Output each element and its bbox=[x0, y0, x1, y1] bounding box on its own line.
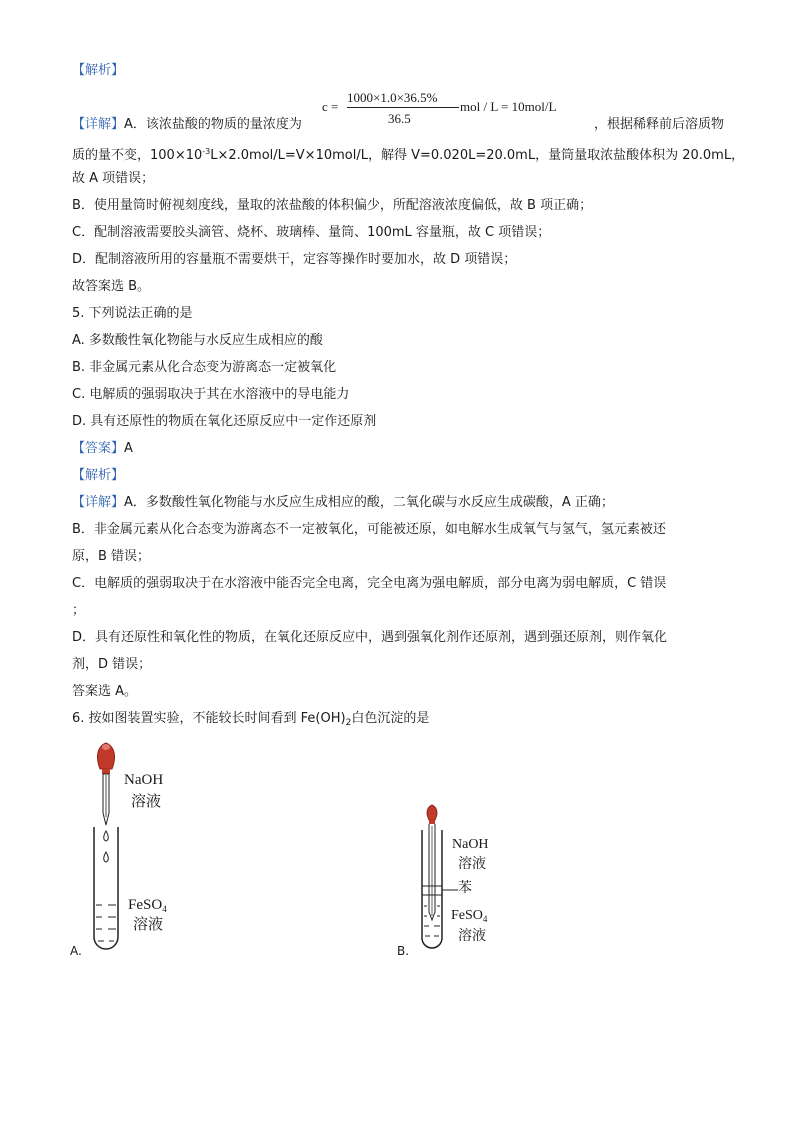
q4-detail-part2: ，根据稀释前后溶质物 bbox=[594, 117, 725, 132]
q4-line2-pre: 质的量不变，100×10 bbox=[72, 148, 203, 163]
q5-conclusion: 答案选 A。 bbox=[72, 684, 138, 699]
detail-label: 【详解】 bbox=[72, 117, 125, 132]
figure-a-apparatus bbox=[80, 735, 140, 960]
fig-a-feso4-sub: 4 bbox=[162, 904, 167, 914]
q5-detail7: 剂，D 错误； bbox=[72, 657, 152, 672]
q5-detail5: ； bbox=[72, 603, 86, 618]
q6-stem-pre: 6. 按如图装置实验，不能较长时间看到 Fe(OH) bbox=[72, 711, 346, 726]
fraction-bar bbox=[347, 107, 459, 108]
fig-a-feso4-text: FeSO bbox=[128, 897, 163, 913]
q4-line2-sup: -3 bbox=[202, 147, 211, 156]
q5-stem: 5. 下列说法正确的是 bbox=[72, 306, 193, 321]
fig-b-benzene: 苯 bbox=[458, 881, 472, 896]
formula-unit: mol / L = 10mol/L bbox=[460, 99, 557, 114]
q5-answer: A bbox=[124, 441, 133, 456]
q5-detail-label: 【详解】 bbox=[72, 495, 125, 510]
figure-b-apparatus bbox=[410, 800, 460, 960]
formula-numerator: 1000×1.0×36.5% bbox=[347, 90, 438, 105]
q6-stem-post: 白色沉淀的是 bbox=[351, 711, 430, 726]
fig-b-feso4-text: FeSO bbox=[451, 908, 483, 923]
q5-detail3: 原，B 错误； bbox=[72, 549, 151, 564]
fig-b-label: B. bbox=[397, 944, 410, 958]
q5-answer-line bbox=[72, 440, 133, 458]
q5-detail-line1 bbox=[72, 494, 614, 512]
formula-denominator: 36.5 bbox=[388, 111, 411, 126]
q4-detail-part1: A．该浓盐酸的物质的量浓度为 bbox=[124, 117, 302, 132]
q5-option-c: C. 电解质的强弱取决于其在水溶液中的导电能力 bbox=[72, 387, 350, 402]
analysis-label: 【解析】 bbox=[72, 63, 125, 78]
fig-b-naoh: NaOH bbox=[452, 837, 489, 852]
fig-a-naoh: NaOH bbox=[124, 772, 164, 788]
drop-1 bbox=[104, 831, 109, 841]
q5-option-d: D. 具有还原性的物质在氧化还原反应中一定作还原剂 bbox=[72, 414, 377, 429]
fig-b-feso4-sub: 4 bbox=[482, 914, 488, 924]
q4-conclusion: 故答案选 B。 bbox=[72, 279, 151, 294]
q5-detail1: A．多数酸性氧化物能与水反应生成相应的酸，二氧化碳与水反应生成碳酸，A 正确； bbox=[124, 495, 614, 510]
fig-b-feso4 bbox=[451, 907, 487, 928]
formula-c: c = bbox=[322, 99, 339, 114]
q5-analysis-label: 【解析】 bbox=[72, 468, 125, 483]
q6-stem bbox=[72, 710, 429, 732]
q4-detail-line6: D．配制溶液所用的容量瓶不需要烘干，定容等操作时要加水，故 D 项错误； bbox=[72, 252, 517, 267]
q6-stem-sub: 2 bbox=[345, 718, 352, 728]
fig-a-label: A. bbox=[70, 944, 82, 958]
liquid-a bbox=[96, 905, 116, 941]
dropper-bulb-b bbox=[427, 805, 437, 820]
q5-detail6: D．具有还原性和氧化性的物质，在氧化还原反应中，遇到强氧化剂作还原剂，遇到强还原剂，则作氧化 bbox=[72, 630, 668, 645]
q4-line2-post: L×2.0mol/L=V×10mol/L，解得 V=0.020L=20.0mL，量筒量取浓盐酸体积为 20.0mL， bbox=[210, 148, 745, 163]
answer-label: 【答案】 bbox=[72, 441, 125, 456]
q4-detail-line5: C．配制溶液需要胶头滴管、烧杯、玻璃棒、量筒、100mL 容量瓶，故 C 项错误； bbox=[72, 225, 551, 240]
q4-detail-line2 bbox=[72, 143, 744, 165]
q5-detail2: B．非金属元素从化合态变为游离态不一定被氧化，可能被还原，如电解水生成氧气与氢气，氢元素被还 bbox=[72, 522, 666, 537]
fig-a-naoh-solution: 溶液 bbox=[131, 794, 162, 810]
test-tube-a bbox=[94, 827, 118, 949]
q5-detail4: C．电解质的强弱取决于在水溶液中能否完全电离，完全电离为强电解质，部分电离为弱电解质，C 错误 bbox=[72, 576, 667, 591]
fig-b-naoh-solution: 溶液 bbox=[458, 857, 486, 872]
drop-2 bbox=[104, 852, 109, 862]
q5-option-b: B. 非金属元素从化合态变为游离态一定被氧化 bbox=[72, 360, 337, 375]
q5-option-a: A. 多数酸性氧化物能与水反应生成相应的酸 bbox=[72, 333, 323, 348]
q4-detail-line4: B．使用量筒时俯视刻度线，量取的浓盐酸的体积偏少，所配溶液浓度偏低，故 B 项正确； bbox=[72, 198, 593, 213]
fig-b-feso4-solution: 溶液 bbox=[458, 929, 486, 944]
fig-a-feso4-solution: 溶液 bbox=[133, 917, 164, 933]
q4-detail-line3: 故 A 项错误； bbox=[72, 171, 155, 186]
q4-detail-line1 bbox=[72, 116, 302, 134]
